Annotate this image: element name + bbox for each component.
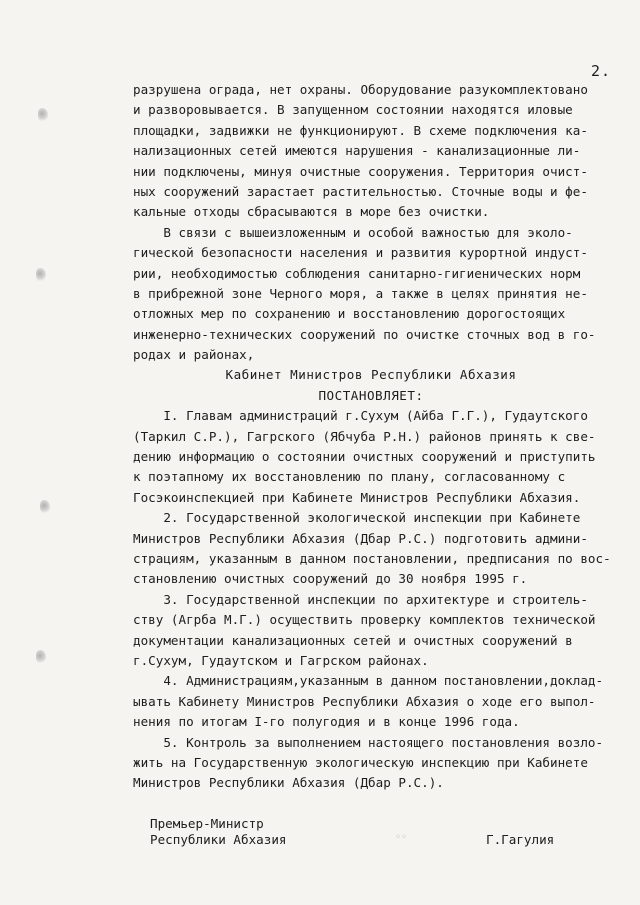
issuing-body: Кабинет Министров Республики Абхазия xyxy=(225,367,517,383)
signatory-position: Премьер-Министр xyxy=(150,816,264,831)
scan-mark xyxy=(38,108,48,122)
scan-mark xyxy=(40,500,50,514)
text-line: отложных мер по сохранению и восстановлению дорогостоящих xyxy=(133,306,566,322)
text-line: (Таркил С.Р.), Гагрского (Ябчуба Р.Н.) районов принять к све- xyxy=(133,428,596,444)
text-line: нализационных сетей имеются нарушения - канализационные ли- xyxy=(133,143,581,159)
text-line: ывать Кабинету Министров Республики Абхазия о ходе его выпол- xyxy=(133,693,596,709)
signatory-title xyxy=(150,816,286,848)
text-line: нения по итогам I-го полугодия и в конце 1996 года. xyxy=(133,714,520,730)
text-line: 5. Контроль за выполнением настоящего постановления возло- xyxy=(133,734,604,750)
text-line: 3. Государственной инспекции по архитектуре и строитель- xyxy=(133,591,588,607)
text-line: В связи с вышеизложенным и особой важностью для эколо- xyxy=(133,224,573,240)
text-line: 2. Государственной экологической инспекции при Кабинете xyxy=(133,510,581,526)
text-line: родах и районах, xyxy=(133,347,255,363)
text-line: Министров Республики Абхазия (Дбар Р.С.). xyxy=(133,775,444,791)
text-line: нии подключены, минуя очистные сооружения. Территория очист- xyxy=(133,163,588,179)
text-line: кальные отходы сбрасываются в море без очистки. xyxy=(133,204,490,220)
scan-mark xyxy=(36,268,46,282)
text-line: становлению очистных сооружений до 30 ноября 1995 г. xyxy=(133,571,528,587)
resolution-heading: ПОСТАНОВЛЯЕТ: xyxy=(318,387,424,403)
text-line: ству (Агрба М.Г.) осуществить проверку комплектов технической xyxy=(133,612,596,628)
scan-mark xyxy=(36,650,46,664)
signatory-republic: Республики Абхазия xyxy=(150,832,287,847)
text-line: 4. Администрациям,указанным в данном постановлении,доклад- xyxy=(133,673,604,689)
text-line: жить на Государственную экологическую инспекцию при Кабинете xyxy=(133,754,588,770)
text-line: страциям, указанным в данном постановлении, предписания по вос- xyxy=(133,550,611,566)
text-line: дению информацию о состоянии очистных сооружений и приступить xyxy=(133,449,596,465)
text-line: документации канализационных сетей и очистных сооружений в xyxy=(133,632,573,648)
text-line: площадки, задвижки не функционируют. В схеме подключения ка- xyxy=(133,122,588,138)
text-line: ных сооружений зарастает растительностью. Сточные воды и фе- xyxy=(133,183,588,199)
text-line: инженерно-технических сооружений по очистке сточных вод в го- xyxy=(133,326,596,342)
text-line: г.Сухум, Гудаутском и Гагрском районах. xyxy=(133,652,429,668)
text-line: рии, необходимостью соблюдения санитарно-гигиенических норм xyxy=(133,265,581,281)
document-body xyxy=(133,80,609,794)
text-line: гической безопасности населения и развития курортной индуст- xyxy=(133,245,588,261)
page-number: 2. xyxy=(591,62,612,80)
text-line: Госэкоинспекцией при Кабинете Министров Республики Абхазия. xyxy=(133,489,581,505)
text-line: и разворовывается. В запущенном состоянии находятся иловые xyxy=(133,102,573,118)
text-line: к поэтапному их восстановлению по плану, согласованному с xyxy=(133,469,566,485)
text-line: Министров Республики Абхазия (Дбар Р.С.) подготовить админи- xyxy=(133,530,588,546)
text-line: разрушена ограда, нет охраны. Оборудование разукомплектовано xyxy=(133,82,588,97)
text-line: в прибрежной зоне Черного моря, а также в целях принятия не- xyxy=(133,285,588,301)
faint-stamp-mark: ◦◦ xyxy=(395,832,408,843)
text-line: I. Главам администраций г.Сухум (Айба Г.Г.), Гудаутского xyxy=(133,408,588,424)
signatory-name: Г.Гагулия xyxy=(486,832,555,847)
